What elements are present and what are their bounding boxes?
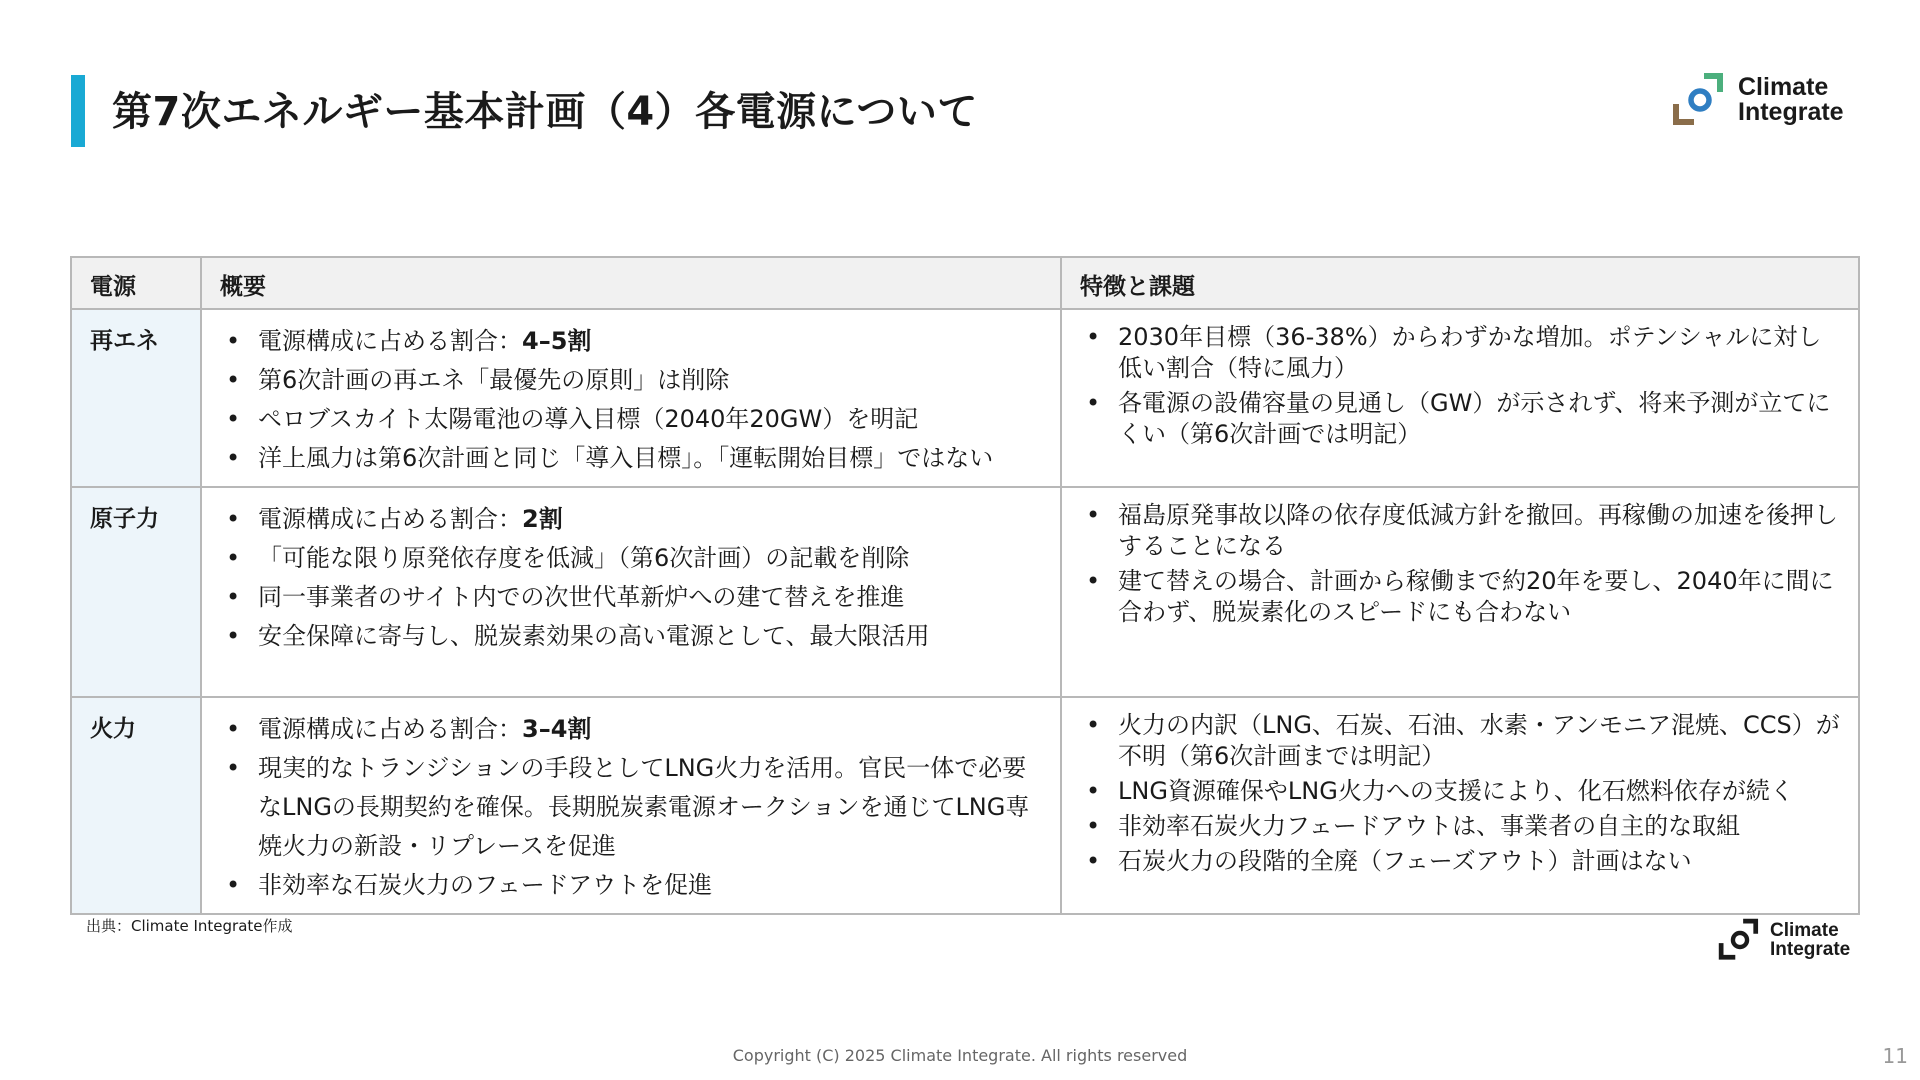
issues-cell <box>1061 697 1859 914</box>
issue-item: • 2030年目標（36-38%）からわずかな増加。ポテンシャルに対し低い割合（特に風力） <box>1080 322 1840 384</box>
issue-item: • 石炭火力の段階的全廃（フェーズアウト）計画はない <box>1080 846 1840 877</box>
logo-text-line2: Integrate <box>1770 939 1851 960</box>
overview-item: • 現実的なトランジションの手段としてLNG火力を活用。官民一体で必要なLNGの長期契約を確保。長期脱炭素電源オークションを通じてLNG専焼火力の新設・リプレースを促進 <box>220 749 1042 866</box>
logo-text-line1: Climate <box>1770 920 1839 941</box>
row-source-label: 再エネ <box>71 309 201 487</box>
table-header-row <box>71 257 1859 309</box>
overview-item: • 洋上風力は第6次計画と同じ「導入目標」。「運転開始目標」ではない <box>220 439 1042 478</box>
table-row-renewables <box>71 309 1859 487</box>
overview-item <box>220 710 1042 749</box>
logo-mark-icon <box>1718 918 1762 962</box>
overview-item <box>220 500 1042 539</box>
issue-item: • LNG資源確保やLNG火力への支援により、化石燃料依存が続く <box>1080 776 1840 807</box>
issues-cell <box>1061 309 1859 487</box>
overview-item: • 非効率な石炭火力のフェードアウトを促進 <box>220 866 1042 905</box>
overview-cell <box>201 697 1061 914</box>
issue-item: • 非効率石炭火力フェードアウトは、事業者の自主的な取組 <box>1080 811 1840 842</box>
row-source-label: 火力 <box>71 697 201 914</box>
row-source-label: 原子力 <box>71 487 201 697</box>
overview-cell <box>201 309 1061 487</box>
header-overview: 概要 <box>201 257 1061 309</box>
logo-text-line2: Integrate <box>1738 98 1844 126</box>
overview-item-text: 電源構成に占める割合： <box>258 505 522 533</box>
title-accent-bar <box>71 75 85 147</box>
climate-integrate-logo <box>1672 72 1844 128</box>
page-title: 第7次エネルギー基本計画（4）各電源について <box>112 89 978 135</box>
overview-item: • 同一事業者のサイト内での次世代革新炉への建て替えを推進 <box>220 578 1042 617</box>
source-note: 出典：Climate Integrate作成 <box>86 917 293 935</box>
issue-item: • 火力の内訳（LNG、石炭、石油、水素・アンモニア混焼、CCS）が不明（第6次計画までは明記） <box>1080 710 1840 772</box>
overview-item <box>220 322 1042 361</box>
power-source-table <box>70 256 1860 915</box>
overview-item: • 安全保障に寄与し、脱炭素効果の高い電源として、最大限活用 <box>220 617 1042 656</box>
table-row-nuclear <box>71 487 1859 697</box>
logo-mark-icon <box>1672 72 1728 128</box>
table-row-thermal <box>71 697 1859 914</box>
overview-item: • 第6次計画の再エネ「最優先の原則」は削除 <box>220 361 1042 400</box>
logo-text-line1: Climate <box>1738 73 1829 101</box>
issue-item: • 建て替えの場合、計画から稼働まで約20年を要し、2040年に間に合わず、脱炭素化のスピードにも合わない <box>1080 566 1840 628</box>
copyright-text: Copyright (C) 2025 Climate Integrate. All rights reserved <box>732 1046 1188 1065</box>
overview-item: • ペロブスカイト太陽電池の導入目標（2040年20GW）を明記 <box>220 400 1042 439</box>
logo-text <box>1738 75 1844 125</box>
page-number: 11 <box>1882 1044 1908 1068</box>
overview-item: • 「可能な限り原発依存度を低減」（第6次計画）の記載を削除 <box>220 539 1042 578</box>
share-value: 2割 <box>522 505 563 533</box>
overview-cell <box>201 487 1061 697</box>
climate-integrate-logo-small <box>1718 918 1850 962</box>
share-value: 4–5割 <box>522 327 592 355</box>
issue-item: • 福島原発事故以降の依存度低減方針を撤回。再稼働の加速を後押しすることになる <box>1080 500 1840 562</box>
issues-cell <box>1061 487 1859 697</box>
logo-text <box>1770 921 1850 959</box>
share-value: 3–4割 <box>522 715 592 743</box>
header-source: 電源 <box>71 257 201 309</box>
header-issues: 特徴と課題 <box>1061 257 1859 309</box>
overview-item-text: 電源構成に占める割合： <box>258 327 522 355</box>
issue-item: • 各電源の設備容量の見通し（GW）が示されず、将来予測が立てにくい（第6次計画では明記） <box>1080 388 1840 450</box>
overview-item-text: 電源構成に占める割合： <box>258 715 522 743</box>
